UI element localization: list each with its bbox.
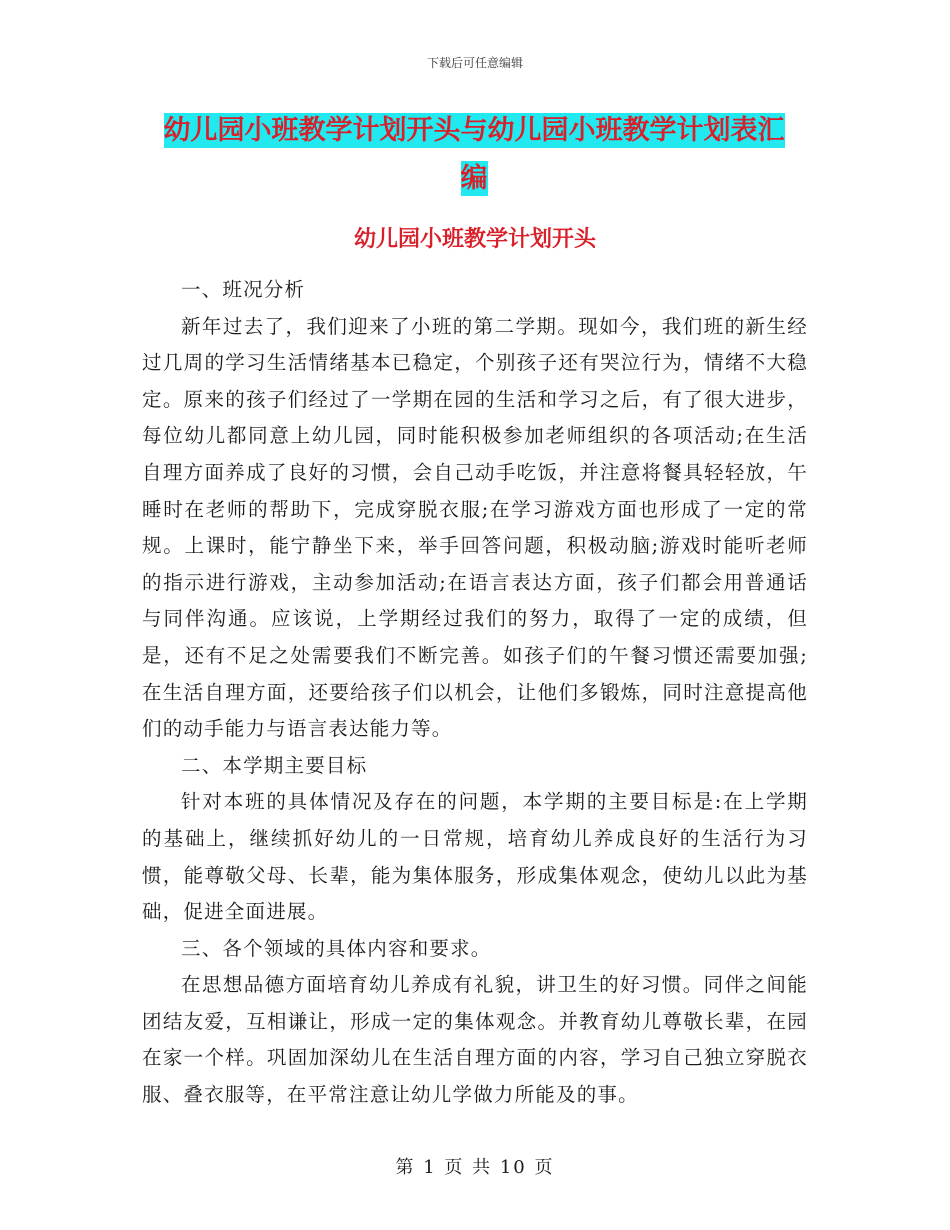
document-body	[142, 272, 808, 1114]
paragraph-class-analysis: 新年过去了，我们迎来了小班的第二学期。现如今，我们班的新生经过几周的学习生活情绪基本已稳定，个别孩子还有哭泣行为，情绪不大稳定。原来的孩子们经过了一学期在园的生活和学习之后，有了很大进步，每位幼儿都同意上幼儿园，同时能积极参加老师组织的各项活动;在生活自理方面养成了良好的习惯，会自己动手吃饭，并注意将餐具轻轻放，午睡时在老师的帮助下，完成穿脱衣服;在学习游戏方面也形成了一定的常规。上课时，能宁静坐下来，举手回答问题，积极动脑;游戏时能听老师的指示进行游戏，主动参加活动;在语言表达方面，孩子们都会用普通话与同伴沟通。应该说，上学期经过我们的努力，取得了一定的成绩，但是，还有不足之处需要我们不断完善。如孩子们的午餐习惯还需要加强;在生活自理方面，还要给孩子们以机会，让他们多锻炼，同时注意提高他们的动手能力与语言表达能力等。	[142, 314, 808, 741]
paragraph-domain-content: 在思想品德方面培育幼儿养成有礼貌，讲卫生的好习惯。同伴之间能团结友爱，互相谦让，形成一定的集体观念。并教育幼儿尊敬长辈，在园在家一个样。巩固加深幼儿在生活自理方面的内容，学习自己独立穿脱衣服、叠衣服等，在平常注意让幼儿学做力所能及的事。	[142, 973, 808, 1107]
document-title-line1: 幼儿园小班教学计划开头与幼儿园小班教学计划表汇	[163, 115, 785, 146]
document-title	[140, 107, 808, 203]
section-title: 幼儿园小班教学计划开头	[353, 227, 596, 252]
paragraph-main-goals: 针对本班的具体情况及存在的问题，本学期的主要目标是:在上学期的基础上，继续抓好幼儿的一日常规，培育幼儿养成良好的生活行为习惯，能尊敬父母、长辈，能为集体服务，形成集体观念，使幼儿以此为基础，促进全面进展。	[142, 790, 808, 924]
heading-main-goals: 二、本学期主要目标	[181, 753, 368, 777]
heading-class-analysis: 一、班况分析	[181, 278, 306, 301]
header-note: 下载后可任意编辑	[426, 56, 523, 70]
document-title-line2: 编	[460, 163, 488, 194]
page-footer: 第 1 页 共 10 页	[395, 1157, 555, 1178]
heading-domain-content: 三、各个领域的具体内容和要求。	[181, 936, 492, 960]
